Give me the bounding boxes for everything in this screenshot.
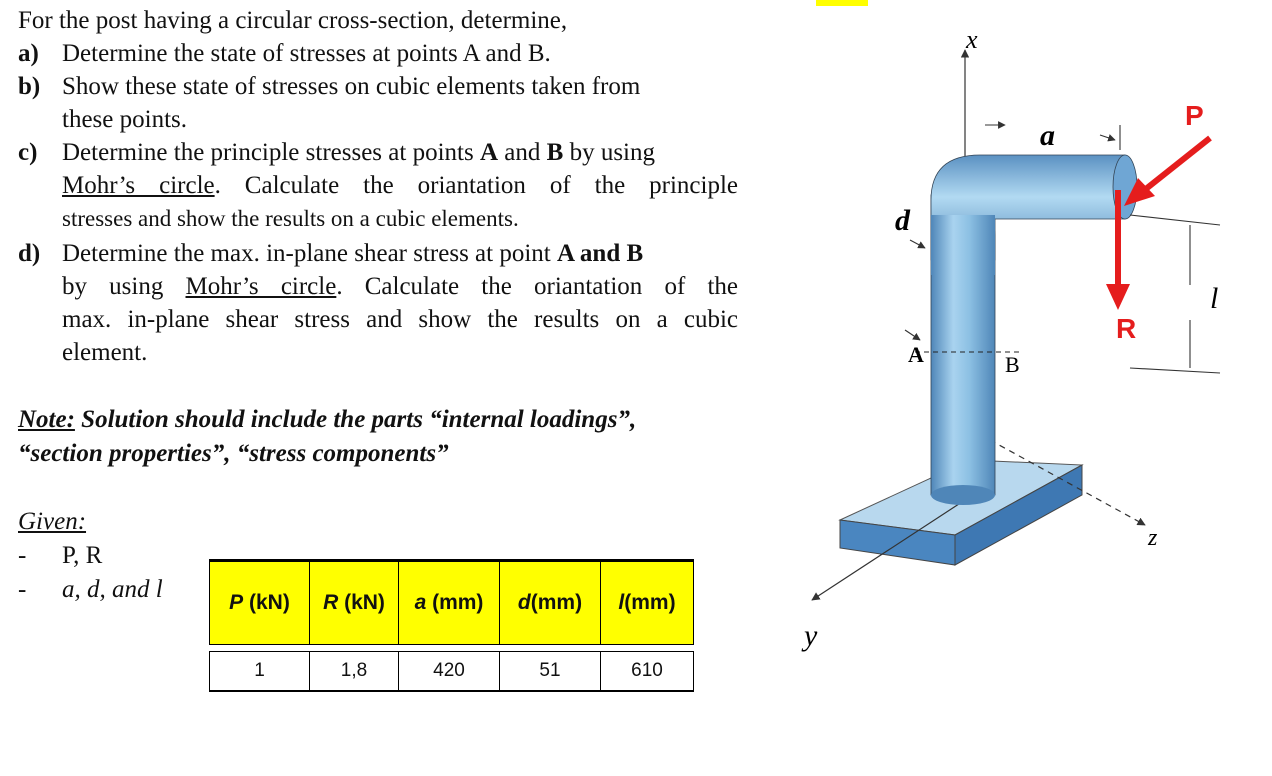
given-title: Given:	[18, 508, 87, 535]
given-values-table	[209, 559, 694, 692]
item-a-text: Determine the state of stresses at points A and B.	[62, 40, 551, 67]
table-row	[210, 652, 694, 692]
note-line-2: “section properties”, “stress components”	[18, 440, 449, 467]
problem-intro: For the post having a circular cross-section, determine,	[18, 7, 568, 34]
value-d: 51	[500, 652, 601, 692]
item-b	[18, 70, 738, 136]
item-b-text-2: these points.	[62, 106, 187, 133]
header-r: R (kN)	[310, 561, 399, 645]
value-p: 1	[210, 652, 310, 692]
force-p-label: P	[1185, 100, 1204, 131]
header-p: P (kN)	[210, 561, 310, 645]
header-l: l(mm)	[601, 561, 694, 645]
item-c	[18, 136, 738, 235]
problem-statement	[18, 4, 738, 369]
item-b-text-1: Show these state of stresses on cubic elements taken from	[62, 73, 641, 100]
given-section	[18, 505, 163, 607]
value-r: 1,8	[310, 652, 399, 692]
value-l: 610	[601, 652, 694, 692]
axis-y-label: y	[804, 619, 818, 652]
item-a-label: a)	[18, 40, 39, 67]
item-c-label: c)	[18, 139, 38, 166]
header-a: a (mm)	[399, 561, 500, 645]
axis-z-label: z	[1148, 525, 1158, 551]
item-d-line-2: by using Mohr’s circle. Calculate the oriantation of the	[62, 273, 738, 300]
mohr-circle-link: Mohr’s circle	[62, 172, 215, 199]
item-a	[18, 37, 738, 70]
item-b-label: b)	[18, 73, 41, 100]
item-d-line-3: max. in-plane shear stress and show the results on a cubic	[62, 306, 738, 333]
dim-a-label: a	[1040, 119, 1055, 152]
point-b-label: B	[1005, 352, 1020, 377]
given-item-1: - P, R	[18, 542, 103, 569]
header-d: d(mm)	[500, 561, 601, 645]
item-c-line-1: Determine the principle stresses at points A and B by using	[62, 139, 655, 166]
value-a: 420	[399, 652, 500, 692]
force-r-label: R	[1116, 313, 1137, 344]
given-item-2: - a, d, and l	[18, 576, 163, 603]
dim-d-label: d	[895, 204, 910, 237]
item-d-line-4: element.	[62, 339, 148, 366]
post-figure	[790, 0, 1270, 680]
item-d-label: d)	[18, 240, 41, 267]
axis-x-label: x	[966, 25, 978, 54]
table-header-row	[210, 561, 694, 645]
mohr-circle-link-2: Mohr’s circle	[185, 273, 337, 300]
item-c-line-2: Mohr’s circle. Calculate the oriantation of the principle	[62, 172, 738, 199]
dim-l-label: l	[1210, 282, 1219, 315]
point-a-label: A	[908, 342, 924, 367]
item-d	[18, 237, 738, 369]
post-pipe	[915, 155, 1137, 505]
solution-note: Note: Solution should include the parts “internal loadings”, “section properties”, “stress components”	[18, 403, 748, 471]
item-d-line-1: Determine the max. in-plane shear stress at point A and B	[62, 240, 644, 267]
item-c-line-3: stresses and show the results on a cubic elements.	[62, 206, 519, 231]
note-label: Note:	[18, 406, 75, 433]
